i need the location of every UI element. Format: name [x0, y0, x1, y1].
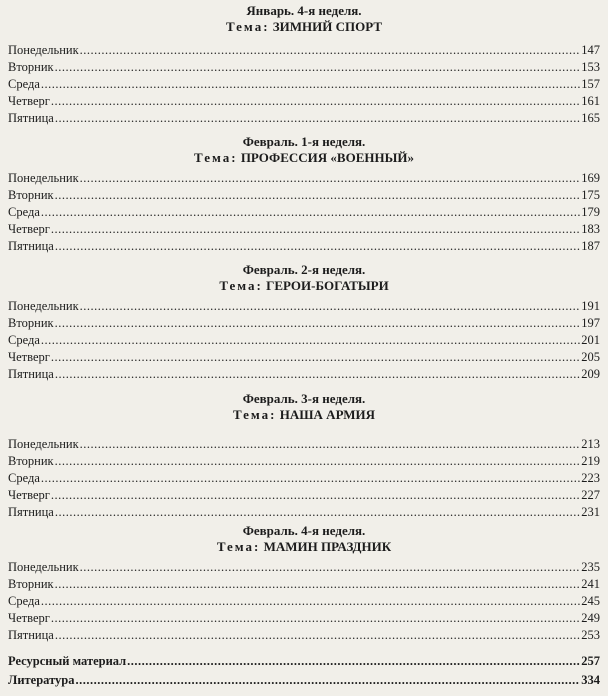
toc-entry[interactable]	[0, 187, 608, 204]
toc-entry[interactable]	[0, 593, 608, 610]
toc-entry[interactable]	[0, 315, 608, 332]
dot-leader	[41, 470, 580, 487]
toc-entry[interactable]	[0, 453, 608, 470]
entry-page-number: 257	[581, 654, 600, 668]
entry-page-number: 227	[581, 488, 600, 502]
toc-entry[interactable]	[0, 576, 608, 593]
entry-page-number: 334	[581, 673, 600, 687]
entry-title: Пятница	[8, 505, 54, 519]
entry-page-number: 245	[581, 594, 600, 608]
toc-entry[interactable]	[0, 110, 608, 127]
dot-leader	[51, 610, 580, 627]
entry-page-number: 205	[581, 350, 600, 364]
toc-section-february-week-2	[0, 262, 608, 383]
entry-page-number: 153	[581, 60, 600, 74]
entry-page-number: 191	[581, 299, 600, 313]
entry-page-number: 157	[581, 77, 600, 91]
week-heading: Февраль. 3-я неделя.	[242, 391, 366, 406]
dot-leader	[55, 504, 580, 521]
dot-leader	[80, 436, 581, 453]
topic-heading	[0, 407, 608, 424]
dot-leader	[80, 42, 581, 59]
toc-entry[interactable]	[0, 436, 608, 453]
entry-title: Понедельник	[8, 560, 79, 574]
entry-title: Пятница	[8, 111, 54, 125]
entry-title: Четверг	[8, 94, 50, 108]
entry-title: Понедельник	[8, 299, 79, 313]
week-heading: Февраль. 4-я неделя.	[242, 523, 366, 538]
dot-leader	[41, 332, 580, 349]
dot-leader	[80, 170, 581, 187]
topic-heading	[0, 539, 608, 556]
entry-title: Среда	[8, 333, 40, 347]
entry-page-number: 169	[581, 171, 600, 185]
entry-title: Четверг	[8, 350, 50, 364]
topic-title: ПРОФЕССИЯ «ВОЕННЫЙ»	[240, 150, 414, 165]
entry-title: Вторник	[8, 188, 54, 202]
toc-entry[interactable]	[0, 93, 608, 110]
entry-title: Вторник	[8, 60, 54, 74]
toc-entry[interactable]	[0, 332, 608, 349]
toc-entry[interactable]	[0, 170, 608, 187]
entry-title: Четверг	[8, 488, 50, 502]
entry-page-number: 187	[581, 239, 600, 253]
toc-entry[interactable]	[0, 610, 608, 627]
entry-title: Литература	[8, 673, 75, 687]
entry-page-number: 235	[581, 560, 600, 574]
topic-label: Тема:	[194, 150, 238, 165]
topic-title: НАША АРМИЯ	[279, 407, 376, 422]
toc-section-february-week-1	[0, 134, 608, 255]
entry-page-number: 213	[581, 437, 600, 451]
topic-label: Тема:	[219, 278, 263, 293]
dot-leader	[55, 59, 581, 76]
week-heading: Февраль. 1-я неделя.	[242, 134, 366, 149]
toc-entry[interactable]	[0, 298, 608, 315]
entry-title: Вторник	[8, 454, 54, 468]
entry-title: Четверг	[8, 611, 50, 625]
topic-title: ЗИМНИЙ СПОРТ	[272, 19, 382, 34]
entry-page-number: 241	[581, 577, 600, 591]
dot-leader	[127, 652, 580, 671]
entry-page-number: 197	[581, 316, 600, 330]
entry-title: Вторник	[8, 577, 54, 591]
dot-leader	[80, 298, 581, 315]
dot-leader	[76, 671, 581, 690]
entry-title: Среда	[8, 205, 40, 219]
dot-leader	[55, 238, 580, 255]
entry-page-number: 223	[581, 471, 600, 485]
toc-entry[interactable]	[0, 42, 608, 59]
toc-entry[interactable]	[0, 76, 608, 93]
entry-title: Среда	[8, 594, 40, 608]
entry-title: Пятница	[8, 628, 54, 642]
toc-section-february-week-3	[0, 391, 608, 521]
entry-title: Понедельник	[8, 437, 79, 451]
toc-entry[interactable]	[0, 59, 608, 76]
dot-leader	[55, 576, 581, 593]
entry-page-number: 249	[581, 611, 600, 625]
toc-entry[interactable]	[0, 349, 608, 366]
dot-leader	[55, 627, 580, 644]
entry-title: Среда	[8, 471, 40, 485]
dot-leader	[55, 187, 581, 204]
toc-entry[interactable]	[0, 221, 608, 238]
entry-page-number: 201	[581, 333, 600, 347]
topic-label: Тема:	[216, 539, 261, 554]
entry-title: Вторник	[8, 316, 54, 330]
week-heading: Январь. 4-я неделя.	[246, 3, 362, 18]
entry-page-number: 253	[581, 628, 600, 642]
entry-title: Понедельник	[8, 171, 79, 185]
entry-page-number: 161	[581, 94, 600, 108]
entry-page-number: 183	[581, 222, 600, 236]
entry-title: Понедельник	[8, 43, 79, 57]
toc-entry[interactable]	[0, 470, 608, 487]
toc-entry[interactable]	[0, 487, 608, 504]
dot-leader	[55, 453, 581, 470]
entry-page-number: 147	[581, 43, 600, 57]
dot-leader	[55, 366, 580, 383]
dot-leader	[51, 221, 580, 238]
entry-title: Четверг	[8, 222, 50, 236]
topic-heading	[0, 150, 608, 167]
entry-page-number: 219	[581, 454, 600, 468]
dot-leader	[41, 593, 580, 610]
toc-entry[interactable]	[0, 204, 608, 221]
toc-section-february-week-4	[0, 523, 608, 644]
entry-title: Пятница	[8, 239, 54, 253]
toc-entry-resources[interactable]	[0, 652, 608, 671]
entry-title: Среда	[8, 77, 40, 91]
topic-title: МАМИН ПРАЗДНИК	[263, 539, 392, 554]
toc-section-january-week-4	[0, 3, 608, 127]
week-heading: Февраль. 2-я неделя.	[242, 262, 366, 277]
dot-leader	[80, 559, 581, 576]
toc-entry[interactable]	[0, 559, 608, 576]
toc-entry[interactable]	[0, 238, 608, 255]
topic-label: Тема:	[232, 407, 277, 422]
dot-leader	[51, 93, 580, 110]
dot-leader	[55, 110, 580, 127]
entry-page-number: 209	[581, 367, 600, 381]
dot-leader	[41, 204, 580, 221]
dot-leader	[55, 315, 581, 332]
dot-leader	[41, 76, 580, 93]
entry-page-number: 179	[581, 205, 600, 219]
toc-entry[interactable]	[0, 366, 608, 383]
entry-title: Ресурсный материал	[8, 654, 127, 668]
toc-entry-literature[interactable]	[0, 671, 608, 690]
topic-label: Тема:	[225, 19, 270, 34]
topic-heading	[0, 278, 608, 295]
toc-entry[interactable]	[0, 627, 608, 644]
dot-leader	[51, 349, 580, 366]
topic-title: ГЕРОИ-БОГАТЫРИ	[266, 278, 389, 293]
toc-entry[interactable]	[0, 504, 608, 521]
entry-page-number: 231	[581, 505, 600, 519]
dot-leader	[51, 487, 580, 504]
topic-heading	[0, 19, 608, 36]
entry-page-number: 175	[581, 188, 600, 202]
entry-page-number: 165	[581, 111, 600, 125]
entry-title: Пятница	[8, 367, 54, 381]
toc-appendix-entries	[0, 652, 608, 690]
